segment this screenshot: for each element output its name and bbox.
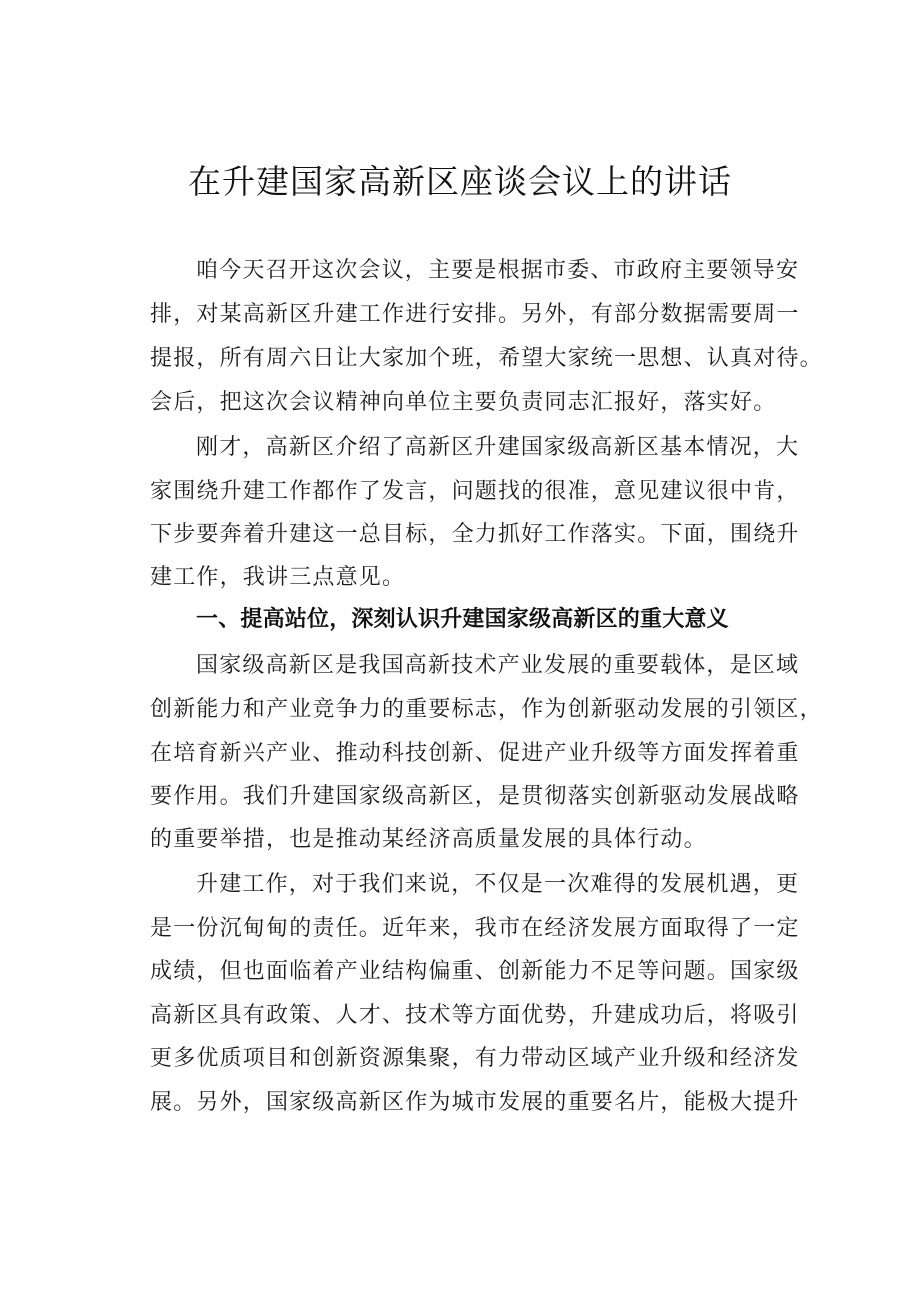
section-heading: 一、提高站位，深刻认识升建国家级高新区的重大意义 [196,607,729,632]
paragraph-line: 刚才，高新区介绍了高新区升建国家级高新区基本情况，大 [196,435,800,460]
document-title: 在升建国家高新区座谈会议上的讲话 [188,162,732,201]
paragraph-line: 成绩，但也面临着产业结构偏重、创新能力不足等问题。国家级 [150,959,800,984]
paragraph-line: 是一份沉甸甸的责任。近年来，我市在经济发展方面取得了一定 [150,916,800,941]
paragraph-line: 在培育新兴产业、推动科技创新、促进产业升级等方面发挥着重 [150,741,800,766]
paragraph-line: 更多优质项目和创新资源集聚，有力带动区域产业升级和经济发 [150,1046,800,1071]
paragraph-line: 的重要举措，也是推动某经济高质量发展的具体行动。 [150,827,707,852]
paragraph-line: 家围绕升建工作都作了发言，问题找的很准，意见建议很中肯， [150,479,800,504]
paragraph-line: 升建工作，对于我们来说，不仅是一次难得的发展机遇，更 [196,872,800,897]
paragraph-line: 展。另外，国家级高新区作为城市发展的重要名片，能极大提升 [150,1090,800,1115]
paragraph-line: 提报，所有周六日让大家加个班，希望大家统一思想、认真对待。 [150,346,823,371]
paragraph-line: 咱今天召开这次会议，主要是根据市委、市政府主要领导安 [196,258,800,283]
paragraph-line: 下步要奔着升建这一总目标，全力抓好工作落实。下面，围绕升 [150,522,800,547]
paragraph-line: 要作用。我们升建国家级高新区，是贯彻落实创新驱动发展战略 [150,784,800,809]
paragraph-line: 高新区具有政策、人才、技术等方面优势，升建成功后，将吸引 [150,1003,800,1028]
paragraph-line: 会后，把这次会议精神向单位主要负责同志汇报好，落实好。 [150,390,777,415]
paragraph-line: 国家级高新区是我国高新技术产业发展的重要载体，是区域 [196,653,800,678]
paragraph-line: 排，对某高新区升建工作进行安排。另外，有部分数据需要周一 [150,302,800,327]
paragraph-line: 创新能力和产业竞争力的重要标志，作为创新驱动发展的引领区， [150,697,823,722]
paragraph-line: 建工作，我讲三点意见。 [150,565,406,590]
